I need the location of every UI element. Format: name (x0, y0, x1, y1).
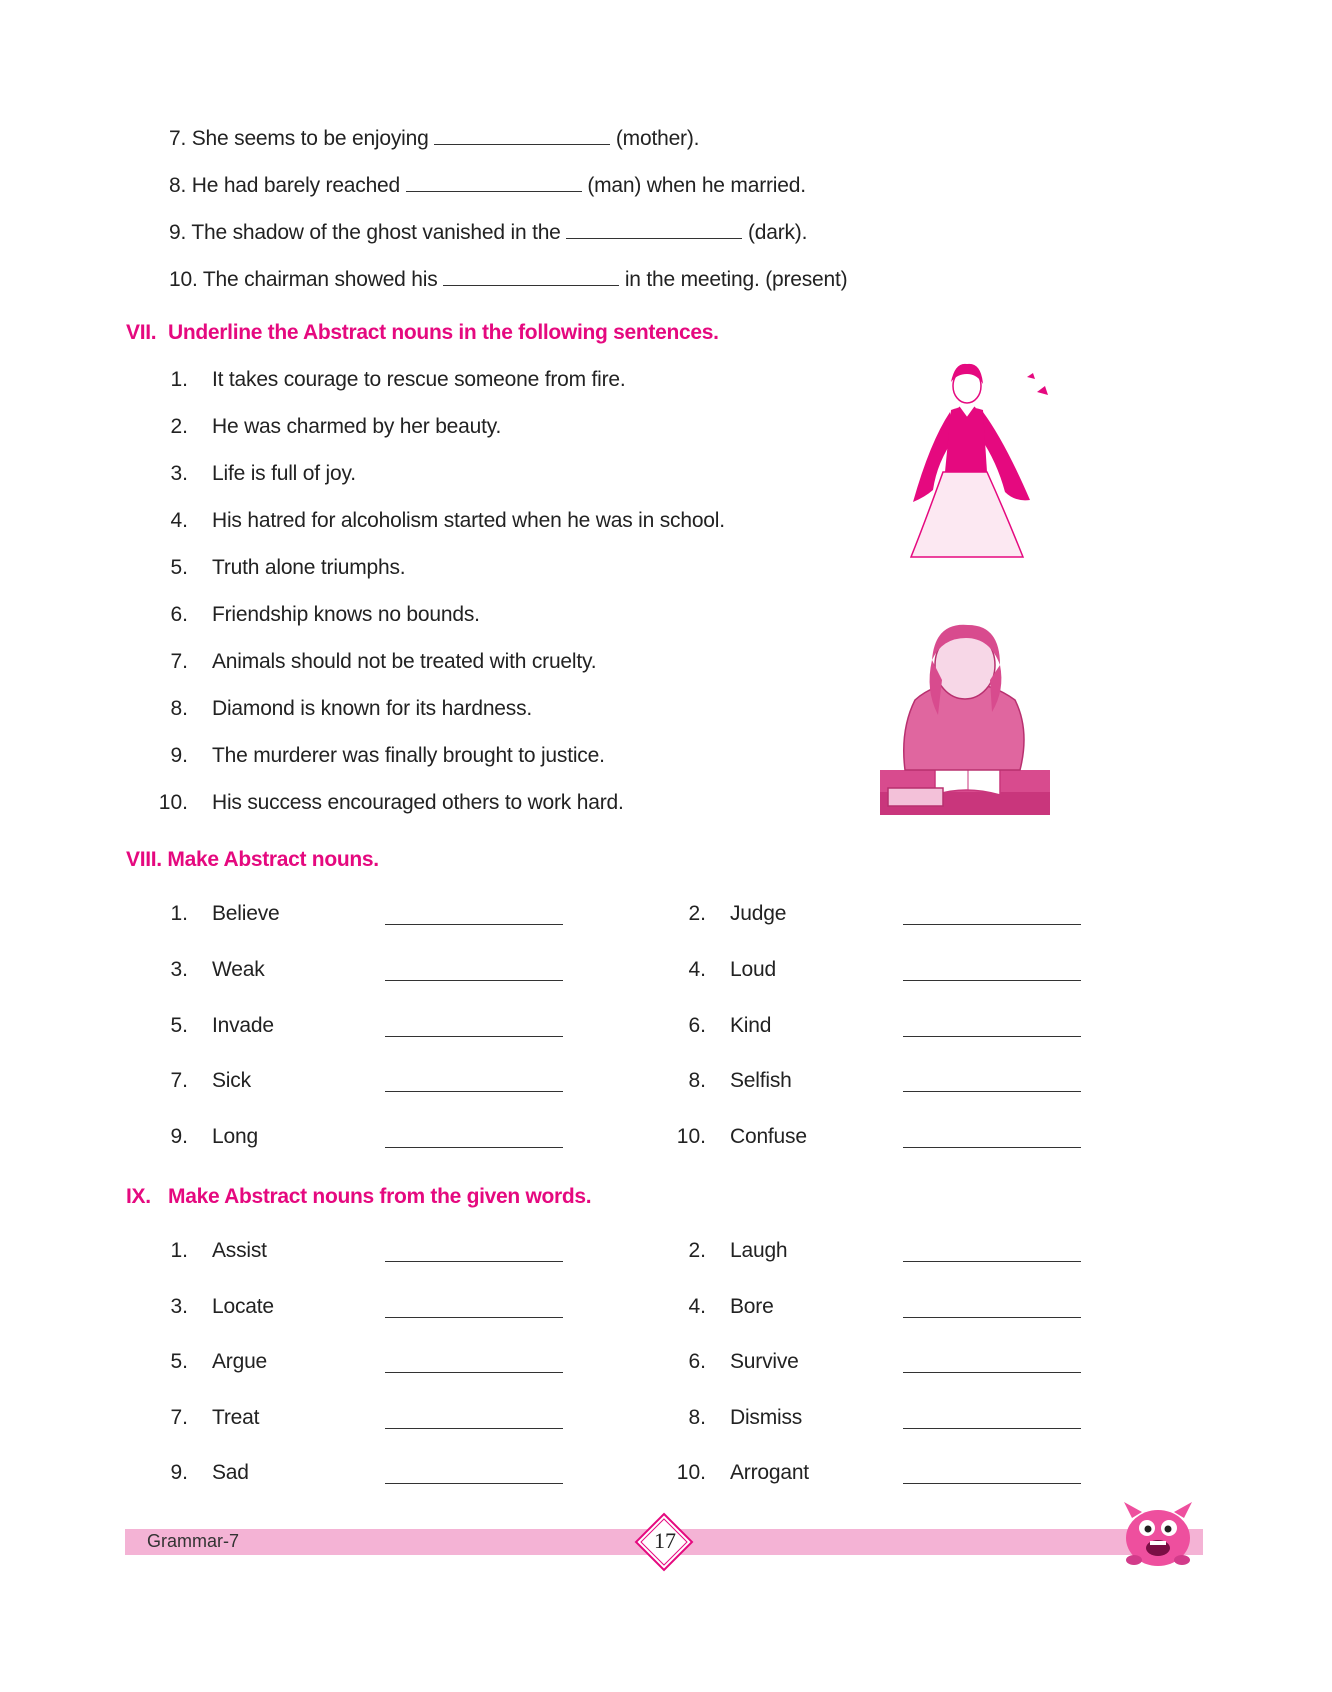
girl-reading-illustration (880, 620, 1050, 820)
sentence: His success encouraged others to work hard. (212, 791, 624, 814)
page-number: 17 (654, 1528, 676, 1553)
base-word: Judge (730, 902, 787, 925)
item-number: 10. (158, 791, 188, 814)
item-number: 3. (170, 958, 188, 981)
answer-line[interactable] (903, 1428, 1081, 1429)
base-word: Kind (730, 1014, 772, 1037)
section-8-heading: VIII. Make Abstract nouns. (126, 848, 379, 871)
item-number: 3. (170, 462, 188, 485)
item-number: 7. (170, 1406, 188, 1429)
answer-line[interactable] (385, 1091, 563, 1092)
item-number: 7. (170, 1069, 188, 1092)
base-word: Believe (212, 902, 280, 925)
item-number: 4. (688, 1295, 706, 1318)
base-word: Treat (212, 1406, 260, 1429)
item-number: 5. (170, 1014, 188, 1037)
sentence: The murderer was finally brought to justice. (212, 744, 605, 767)
answer-line[interactable] (385, 1428, 563, 1429)
item-number: 6. (688, 1350, 706, 1373)
item-number: 2. (170, 415, 188, 438)
sentence: It takes courage to rescue someone from fire. (212, 368, 626, 391)
item-number: 3. (170, 1295, 188, 1318)
item-number: 6. (170, 603, 188, 626)
item-number: 5. (170, 556, 188, 579)
fill-in-item-7: 7. She seems to be enjoying (mother). (169, 127, 700, 150)
item-number: 10. (676, 1461, 706, 1484)
answer-line[interactable] (385, 980, 563, 981)
sentence: Diamond is known for its hardness. (212, 697, 533, 720)
sentence: Truth alone triumphs. (212, 556, 406, 579)
princess-illustration (905, 352, 1055, 567)
item-number: 7. (170, 650, 188, 673)
answer-line[interactable] (903, 1261, 1081, 1262)
sentence: He was charmed by her beauty. (212, 415, 502, 438)
item-number: 1. (170, 368, 188, 391)
answer-line[interactable] (903, 1147, 1081, 1148)
base-word: Locate (212, 1295, 274, 1318)
answer-blank[interactable] (406, 173, 582, 192)
base-word: Long (212, 1125, 258, 1148)
base-word: Argue (212, 1350, 268, 1373)
answer-line[interactable] (385, 1483, 563, 1484)
sentence: Life is full of joy. (212, 462, 356, 485)
item-number: 4. (688, 958, 706, 981)
item-number: 10. (676, 1125, 706, 1148)
answer-blank[interactable] (566, 220, 742, 239)
item-number: 8. (688, 1406, 706, 1429)
answer-blank[interactable] (443, 267, 619, 286)
base-word: Confuse (730, 1125, 807, 1148)
item-number: 8. (688, 1069, 706, 1092)
item-number: 2. (688, 1239, 706, 1262)
monster-mascot-icon (1118, 1498, 1198, 1570)
answer-line[interactable] (385, 1317, 563, 1318)
answer-line[interactable] (903, 1036, 1081, 1037)
answer-blank[interactable] (434, 126, 610, 145)
answer-line[interactable] (385, 1372, 563, 1373)
base-word: Bore (730, 1295, 774, 1318)
item-number: 4. (170, 509, 188, 532)
fill-in-item-10: 10. The chairman showed his in the meeting. (present) (169, 268, 848, 291)
sentence: Friendship knows no bounds. (212, 603, 480, 626)
sentence: His hatred for alcoholism started when he was in school. (212, 509, 725, 532)
answer-line[interactable] (903, 980, 1081, 981)
item-number: 8. (170, 697, 188, 720)
answer-line[interactable] (903, 1091, 1081, 1092)
section-9-heading: IX. Make Abstract nouns from the given words. (126, 1185, 592, 1208)
answer-line[interactable] (385, 1147, 563, 1148)
item-number: 9. (170, 744, 188, 767)
base-word: Laugh (730, 1239, 788, 1262)
item-number: 9. (170, 1461, 188, 1484)
base-word: Sick (212, 1069, 251, 1092)
section-7-heading: VII. Underline the Abstract nouns in the following sentences. (126, 321, 719, 344)
base-word: Loud (730, 958, 776, 981)
base-word: Selfish (730, 1069, 792, 1092)
item-number: 2. (688, 902, 706, 925)
item-number: 6. (688, 1014, 706, 1037)
answer-line[interactable] (385, 924, 563, 925)
base-word: Dismiss (730, 1406, 803, 1429)
answer-line[interactable] (903, 1372, 1081, 1373)
base-word: Weak (212, 958, 265, 981)
item-number: 5. (170, 1350, 188, 1373)
fill-in-item-9: 9. The shadow of the ghost vanished in the (dark). (169, 221, 808, 244)
answer-line[interactable] (385, 1036, 563, 1037)
base-word: Arrogant (730, 1461, 809, 1484)
answer-line[interactable] (903, 924, 1081, 925)
item-number: 9. (170, 1125, 188, 1148)
item-number: 1. (170, 902, 188, 925)
answer-line[interactable] (903, 1483, 1081, 1484)
base-word: Invade (212, 1014, 274, 1037)
base-word: Sad (212, 1461, 249, 1484)
answer-line[interactable] (903, 1317, 1081, 1318)
answer-line[interactable] (385, 1261, 563, 1262)
base-word: Survive (730, 1350, 799, 1373)
base-word: Assist (212, 1239, 267, 1262)
book-title: Grammar-7 (147, 1531, 240, 1551)
fill-in-item-8: 8. He had barely reached (man) when he married. (169, 174, 806, 197)
item-number: 1. (170, 1239, 188, 1262)
sentence: Animals should not be treated with cruelty. (212, 650, 597, 673)
